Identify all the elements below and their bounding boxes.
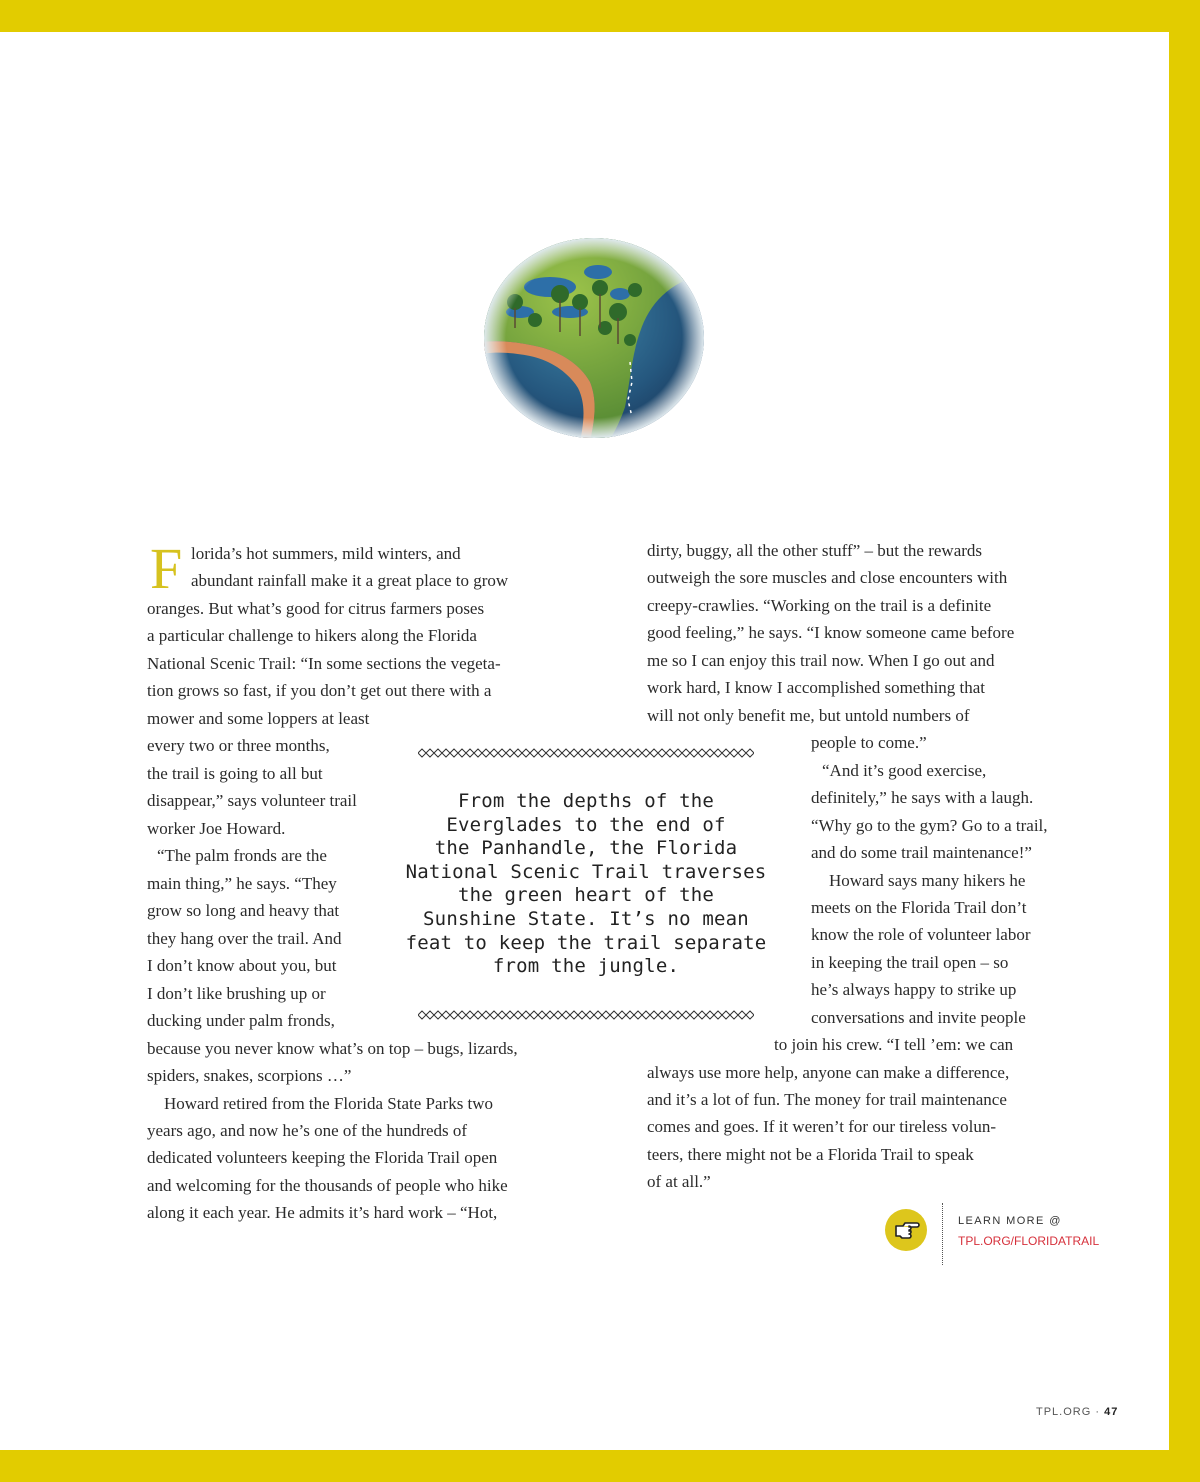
right-column-line: work hard, I know I accomplished something that [647,678,986,697]
right-column-line: and do some trail maintenance!” [811,843,1032,862]
right-column-line: of at all.” [647,1172,711,1191]
pull-quote-line: from the jungle. [492,955,680,978]
left-column-line: a particular challenge to hikers along the Florida [147,626,477,645]
right-column-line: people to come.” [811,733,927,752]
pull-quote-line: From the depths of the [457,790,715,812]
right-column-line: to join his crew. “I tell ’em: we can [774,1035,1014,1054]
left-column-line: every two or three months, [147,736,330,755]
right-column-line: dirty, buggy, all the other stuff” – but the rewards [647,541,983,560]
right-column-line: and it’s a lot of fun. The money for trail maintenance [647,1090,1007,1109]
right-column-line: comes and goes. If it weren’t for our tireless volun- [647,1117,997,1136]
left-column-line: the trail is going to all but [147,764,323,783]
page-folio [1036,1406,1118,1418]
left-column-line: and welcoming for the thousands of people who hike [147,1176,508,1195]
right-column-line: me so I can enjoy this trail now. When I go out and [647,651,995,670]
right-column-line: meets on the Florida Trail don’t [811,898,1027,917]
left-column-line: abundant rainfall make it a great place to grow [191,571,509,590]
left-column-line: years ago, and now he’s one of the hundreds of [147,1121,468,1140]
florida-globe-illustration [480,232,708,442]
left-column-line: I don’t know about you, but [147,956,337,975]
right-column-line: always use more help, anyone can make a difference, [647,1063,1010,1082]
right-column-line: in keeping the trail open – so [811,953,1009,972]
left-column-line: along it each year. He admits it’s hard work – “Hot, [147,1203,498,1222]
left-column-line: lorida’s hot summers, mild winters, and [191,544,461,563]
left-column-line: main thing,” he says. “They [147,874,337,893]
left-column-line: worker Joe Howard. [147,819,286,838]
right-column-line: know the role of volunteer labor [811,925,1031,944]
callout-divider [942,1203,943,1265]
left-column-line: spiders, snakes, scorpions …” [147,1066,352,1085]
folio-site: TPL.ORG · [1036,1406,1101,1418]
pull-quote [404,790,768,979]
left-column-line: oranges. But what’s good for citrus farmers poses [147,599,485,618]
left-column-line: ducking under palm fronds, [147,1011,335,1030]
pull-quote-line: Everglades to the end of [446,813,726,836]
right-column-line: “And it’s good exercise, [822,761,987,780]
left-column-line: dedicated volunteers keeping the Florida Trail open [147,1148,498,1167]
right-column-line: will not only benefit me, but untold numbers of [647,706,970,725]
right-column-line: Howard says many hikers he [829,871,1026,890]
learn-more-link[interactable]: TPL.ORG/FLORIDATRAIL [958,1234,1100,1248]
pull-quote-line: the Panhandle, the Florida [434,837,738,860]
left-column-line: grow so long and heavy that [147,901,340,920]
right-column-line: good feeling,” he says. “I know someone came before [647,623,1015,642]
learn-more-label: LEARN MORE @ [958,1215,1062,1227]
pull-quote-line: feat to keep the trail separate [405,931,767,954]
right-column-line: outweigh the sore muscles and close encounters with [647,568,1008,587]
right-column-line: he’s always happy to strike up [811,980,1017,999]
pull-quote-bottom-ornament [418,1010,754,1020]
left-column-line: because you never know what’s on top – bugs, lizards, [147,1039,518,1058]
left-column-line: Howard retired from the Florida State Parks two [164,1094,494,1113]
left-column-line: National Scenic Trail: “In some sections the vegeta- [147,654,501,673]
left-column-line: mower and some loppers at least [147,709,370,728]
right-column-line: definitely,” he says with a laugh. [811,788,1034,807]
page-number: 47 [1104,1406,1119,1418]
drop-cap: F [150,536,183,601]
left-column-line: tion grows so fast, if you don’t get out there with a [147,681,492,700]
left-column-line: “The palm fronds are the [157,846,327,865]
right-column-line: creepy-crawlies. “Working on the trail is a definite [647,596,992,615]
pull-quote-line: National Scenic Trail traverses [405,860,767,883]
left-column-line: they hang over the trail. And [147,929,342,948]
pull-quote-top-ornament [418,748,754,758]
pointing-hand-icon [885,1209,927,1251]
right-column-line: “Why go to the gym? Go to a trail, [811,816,1048,835]
right-column-line: conversations and invite people [811,1008,1026,1027]
pull-quote-line: Sunshine State. It’s no mean [423,907,749,930]
right-column-line: teers, there might not be a Florida Trail to speak [647,1145,974,1164]
left-column-line: I don’t like brushing up or [147,984,326,1003]
pull-quote-line: the green heart of the [457,884,715,907]
left-column-line: disappear,” says volunteer trail [147,791,357,810]
